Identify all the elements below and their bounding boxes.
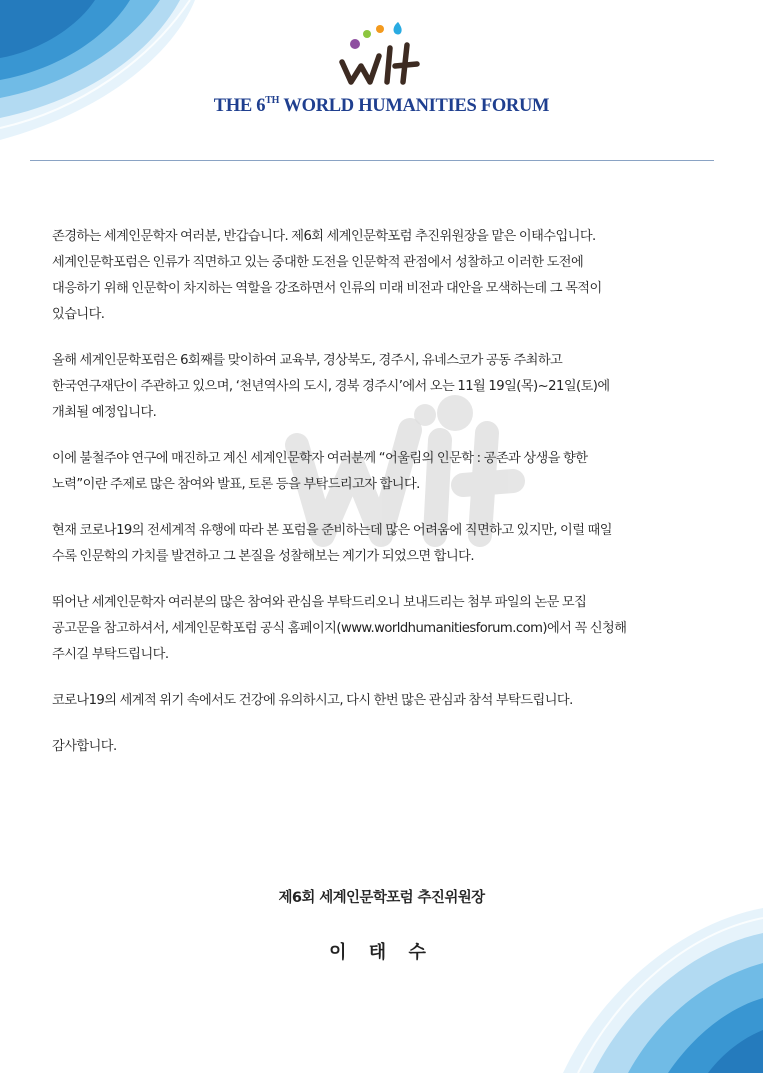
text-line: 코로나19의 세계적 위기 속에서도 건강에 유의하시고, 다시 한번 많은 관심과 참석 부탁드립니다. bbox=[52, 693, 573, 708]
text-line: 수록 인문학의 가치를 발견하고 그 본질을 성찰해보는 계기가 되었으면 합니다. bbox=[52, 549, 474, 564]
text-line: 주시길 부탁드립니다. bbox=[52, 647, 169, 662]
logo-text: WHF bbox=[335, 18, 338, 19]
paragraph-greeting bbox=[52, 224, 722, 328]
text-line: 한국연구재단이 주관하고 있으며, ‘천년역사의 도시, 경북 경주시’에서 오는 11월 19일(목)~21일(토)에 bbox=[52, 379, 610, 394]
paragraph-theme bbox=[52, 446, 722, 498]
text-line: 존경하는 세계인문학자 여러분, 반갑습니다. 제6회 세계인문학포럼 추진위원장을 맡은 이태수입니다. bbox=[52, 229, 596, 244]
letter-body bbox=[52, 224, 722, 780]
text-line: 개최될 예정입니다. bbox=[52, 405, 157, 420]
forum-title bbox=[0, 96, 763, 117]
whf-logo bbox=[335, 18, 430, 90]
paragraph-thanks bbox=[52, 734, 722, 760]
forum-title-ordinal: TH bbox=[265, 95, 280, 106]
text-line: 있습니다. bbox=[52, 307, 105, 322]
paragraph-event-info bbox=[52, 348, 722, 426]
text-line: 올해 세계인문학포럼은 6회째를 맞이하여 교육부, 경상북도, 경주시, 유네스코가 공동 주최하고 bbox=[52, 353, 563, 368]
forum-title-name: WORLD HUMANITIES FORUM bbox=[283, 96, 550, 117]
text-line: 이에 불철주야 연구에 매진하고 계신 세계인문학자 여러분께 “어울림의 인문학 : 공존과 상생을 향한 bbox=[52, 451, 588, 466]
forum-title-prefix: THE 6 bbox=[213, 96, 266, 117]
text-line: 감사합니다. bbox=[52, 739, 117, 754]
text-line: 공고문을 참고하셔서, 세계인문학포럼 공식 홈페이지(www.worldhumanitiesforum.com)에서 꼭 신청해 bbox=[52, 621, 627, 636]
header-divider bbox=[30, 160, 714, 161]
text-line: 뛰어난 세계인문학자 여러분의 많은 참여와 관심을 부탁드리오니 보내드리는 첨부 파일의 논문 모집 bbox=[52, 595, 587, 610]
paragraph-covid bbox=[52, 518, 722, 570]
paragraph-call-for-papers bbox=[52, 590, 722, 668]
corner-wave-top-left bbox=[0, 0, 200, 150]
signature-name: 이 태 수 bbox=[329, 942, 434, 963]
text-line: 대응하기 위해 인문학이 차지하는 역할을 강조하면서 인류의 미래 비전과 대안을 모색하는데 그 목적이 bbox=[52, 281, 602, 296]
corner-wave-bottom-right bbox=[563, 908, 763, 1073]
text-line: 현재 코로나19의 전세계적 유행에 따라 본 포럼을 준비하는데 많은 어려움에 직면하고 있지만, 이럴 때일 bbox=[52, 523, 612, 538]
text-line: 노력”이란 주제로 많은 참여와 발표, 토론 등을 부탁드리고자 합니다. bbox=[52, 477, 420, 492]
text-line: 세계인문학포럼은 인류가 직면하고 있는 중대한 도전을 인문학적 관점에서 성찰하고 이러한 도전에 bbox=[52, 255, 584, 270]
paragraph-closing bbox=[52, 688, 722, 714]
signature-title: 제6회 세계인문학포럼 추진위원장 bbox=[278, 890, 485, 906]
